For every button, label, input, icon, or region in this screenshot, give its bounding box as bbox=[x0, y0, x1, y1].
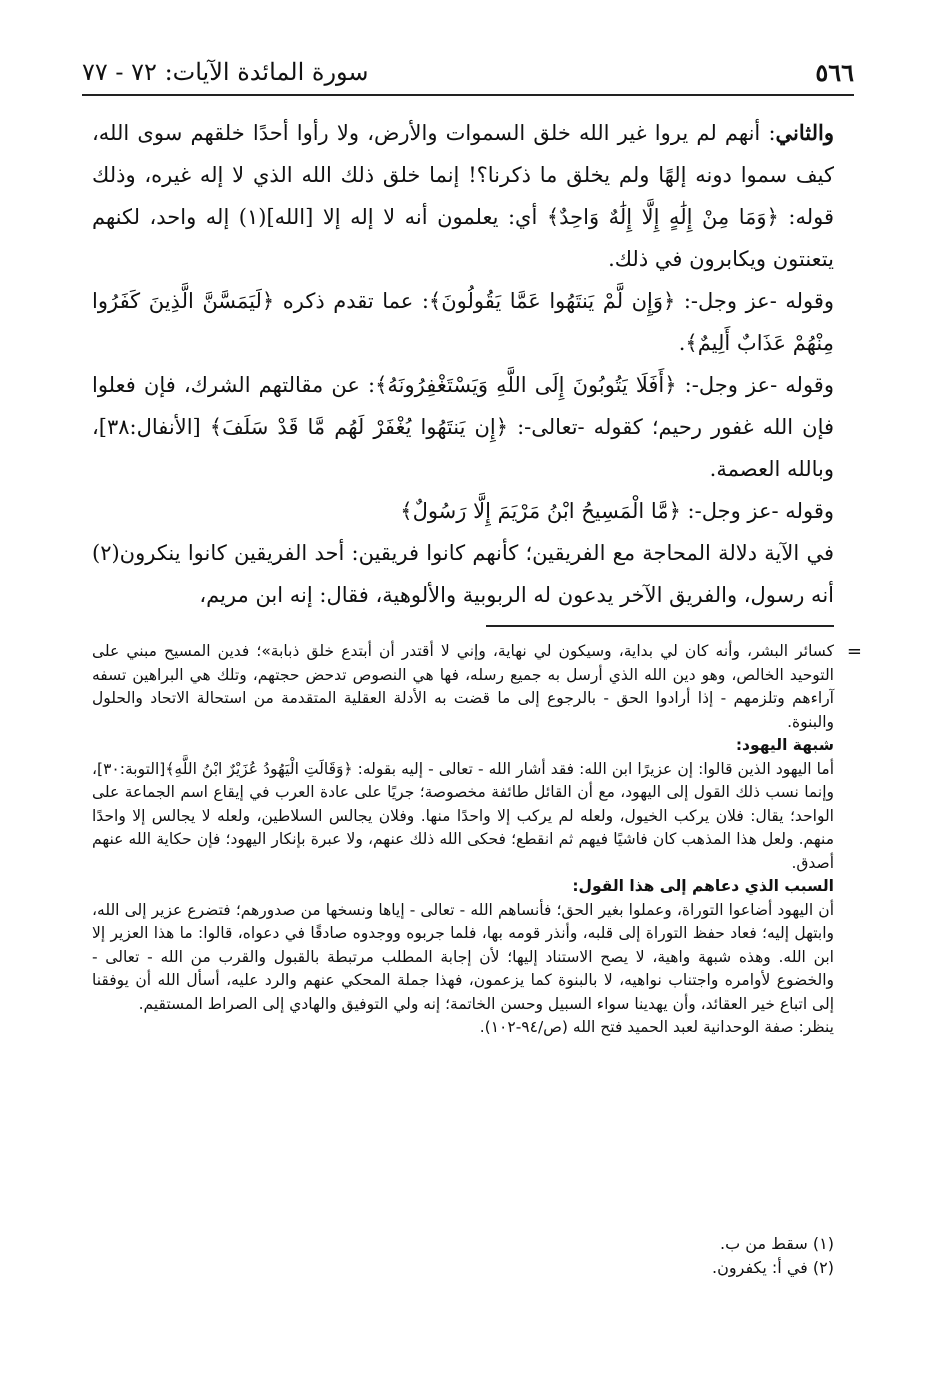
footnote-heading: شبهة اليهود: bbox=[735, 736, 834, 754]
footnotes-list bbox=[712, 1232, 834, 1280]
footnote-number: (٢) bbox=[812, 1258, 834, 1277]
footnote-separator bbox=[486, 625, 834, 627]
footnote-heading: السبب الذي دعاهم إلى هذا القول: bbox=[572, 877, 834, 895]
footnote-paragraph: أن اليهود أضاعوا التوراة، وعملوا بغير الحق؛ فأنساهم الله - تعالى - إياها ونسخها من صدورهم؛ فتضرع عزير إلى الله، وابتهل إليه؛ فعاد حفظ التوراة إلى قلبه، وأنذر قومه بها، فلما جربوه ووجدوه صادقًا في دعواه، قالوا: ما هذا العزير إلا ابن الله. وهذه شبهة واهية، لا يصح الاستناد إليها؛ لأن إجابة المطلب مرتبطة بالقبول والقرب من الله - تعالى - والخضوع لأوامره واجتناب نواهيه، لا بالبنوة كما يزعمون، فهذا جملة المحكي عنهم والرد عليه، أسأل الله أن يوفقنا إلى اتباع خير العقائد، وأن يهدينا سواء السبيل وحسن الخاتمة؛ إنه ولي التوفيق والهادي إلى الصراط المستقيم. bbox=[92, 900, 834, 1013]
footnote-block bbox=[92, 640, 862, 1040]
paragraph-2: وقوله -عز وجل-: ﴿وَإِن لَّمْ يَنتَهُوا عَمَّا يَقُولُونَ﴾: عما تقدم ذكره ﴿لَيَمَسَّنَّ الَّذِينَ كَفَرُوا مِنْهُمْ عَذَابٌ أَلِيمٌ﴾. bbox=[92, 289, 834, 355]
paragraph-lead: والثاني bbox=[775, 120, 834, 145]
running-title: سورة المائدة الآيات: ٧٢ - ٧٧ bbox=[82, 58, 369, 86]
paragraph-text: : أنهم لم يروا غير الله خلق السموات والأرض، ولا رأوا أحدًا خلقهم سوى الله، كيف سموا دونه إلهًا ولم يخلق ما ذكرنا؟! إنما خلق ذلك الله الذي لا إله غيره، وذلك قوله: ﴿وَمَا مِنْ إِلَٰهٍ إِلَّا إِلَٰهٌ وَاحِدٌ﴾ أي: يعلمون أنه لا إله إلا [الله](١) إله واحد، لكنهم يتعنتون ويكابرون في ذلك. bbox=[92, 121, 834, 271]
paragraph-5: في الآية دلالة المحاجة مع الفريقين؛ كأنهم كانوا فريقين: أحد الفريقين كانوا ينكرون(٢) أنه رسول، والفريق الآخر يدعون له الربوبية والألوهية، فقال: إنه ابن مريم، bbox=[92, 541, 834, 607]
footnote-item bbox=[712, 1232, 834, 1256]
footnote-paragraph: أما اليهود الذين قالوا: إن عزيرًا ابن الله: فقد أشار الله - تعالى - إليه بقوله: ﴿وَقَالَتِ الْيَهُودُ عُزَيْرٌ ابْنُ اللَّهِ﴾[التوبة:٣٠]، وإنما نسب ذلك القول إلى اليهود، مع أن القائل طائفة مخصوصة؛ جريًا على عادة العرب في إيقاع اسم الجماعة على الواحد؛ يقال: فلان يركب الخيول، ولعله لم يركب إلا واحدًا منها. وفلان يجالس السلاطين، ولعله لا يجالس إلا واحدًا منهم. ولعل هذا المذهب كان فاشيًا فيهم ثم انقطع؛ فحكى الله ذلك عنهم، ولا عبرة بإنكار اليهود؛ فإن حكاية الله عنهم أصدق. bbox=[92, 759, 834, 872]
paragraph-1 bbox=[92, 112, 834, 280]
main-text bbox=[92, 112, 834, 616]
paragraph-3: وقوله -عز وجل-: ﴿أَفَلَا يَتُوبُونَ إِلَى اللَّهِ وَيَسْتَغْفِرُونَهُ﴾: عن مقالتهم الشرك، فإن فعلوا فإن الله غفور رحيم؛ كقوله -تعالى-: ﴿إِن يَنتَهُوا يُغْفَرْ لَهُم مَّا قَدْ سَلَفَ﴾ [الأنفال:٣٨]، وبالله العصمة. bbox=[92, 373, 834, 481]
paragraph-4: وقوله -عز وجل-: ﴿مَّا الْمَسِيحُ ابْنُ مَرْيَمَ إِلَّا رَسُولٌ﴾ bbox=[400, 499, 834, 523]
page-number: ٥٦٦ bbox=[815, 58, 854, 87]
page-header bbox=[82, 58, 854, 96]
footnote-item bbox=[712, 1256, 834, 1280]
footnote-text: سقط من ب. bbox=[720, 1234, 808, 1253]
footnote-text: في أ: يكفرون. bbox=[712, 1258, 808, 1277]
continuation-marker: = bbox=[846, 641, 862, 662]
footnote-reference: ينظر: صفة الوحدانية لعبد الحميد فتح الله (ص/٩٤-١٠٢). bbox=[479, 1018, 834, 1036]
footnote-paragraph: كسائر البشر، وأنه كان لي بداية، وسيكون لي نهاية، وإني لا أقتدر أن أبتدع خلق ذبابة»؛ فدين المسيح مبني على التوحيد الخالص، وهو دين الله الذي أرسل به جميع رسله، فها هي النصوص تدحض حجتهم، وتلك هي البراهين تسفه آراءهم وتلزمهم - إذا أرادوا الحق - بالرجوع إلى ما قضت به الأدلة العقلية المتقدمة من استحالة الاتحاد والحلول والبنوة. bbox=[92, 642, 834, 731]
footnote-number: (١) bbox=[812, 1234, 834, 1253]
